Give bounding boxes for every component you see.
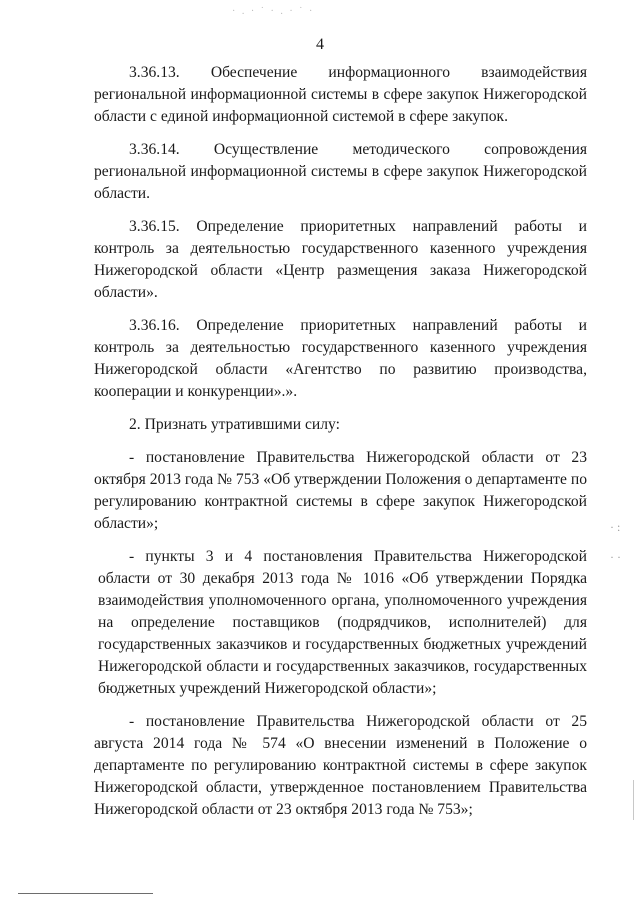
list-item-resolution-1016: - пункты 3 и 4 постановления Правительства Нижегородской области от 30 декабря 2013 года № 1016 «Об утверждении Порядка взаимодействия уполномоченного органа, уполномоченного учреждения на определение поставщиков (подрядчиков, исполнителей) для государственных заказчиков и государственных бюджетных учреждений Нижегородской области и государственных заказчиков, государственных бюджетных учреждений Нижегородской области»;	[98, 548, 587, 697]
bottom-rule	[18, 893, 153, 894]
document-body	[94, 62, 587, 832]
list-item-resolution-753: - постановление Правительства Нижегородской области от 23 октября 2013 года № 753 «Об утверждении Положения о департаменте по регулированию контрактной системы в сфере закупок Нижегородской области»;	[94, 449, 587, 532]
scan-edge-line	[633, 780, 634, 820]
scan-noise: · . · ˙ · . · ˙ ·	[232, 6, 315, 17]
paragraph-3-36-14: 3.36.14. Осуществление методического сопровождения региональной информационной системы в сфере закупок Нижегородской области.	[94, 141, 587, 202]
paragraph-3-36-15: 3.36.15. Определение приоритетных направлений работы и контроль за деятельностью государственного казенного учреждения Нижегородской области «Центр размещения заказа Нижегородской области».	[94, 218, 587, 301]
scan-margin-marks: · : · ·	[610, 520, 621, 564]
paragraph-3-36-16: 3.36.16. Определение приоритетных направлений работы и контроль за деятельностью государственного казенного учреждения Нижегородской области «Агентство по развитию производства, кооперации и конкуренции».».	[94, 317, 587, 400]
list-item-resolution-574: - постановление Правительства Нижегородской области от 25 августа 2014 года № 574 «О внесении изменений в Положение о департаменте по регулированию контрактной системы в сфере закупок Нижегородской области, утвержденное постановлением Правительства Нижегородской области от 23 октября 2013 года № 753»;	[94, 713, 587, 818]
paragraph-item-2: 2. Признать утратившими силу:	[129, 416, 340, 433]
paragraph-3-36-13: 3.36.13. Обеспечение информационного взаимодействия региональной информационной системы в сфере закупок Нижегородской области с единой информационной системой в сфере закупок.	[94, 64, 587, 125]
page-number: 4	[316, 36, 324, 53]
